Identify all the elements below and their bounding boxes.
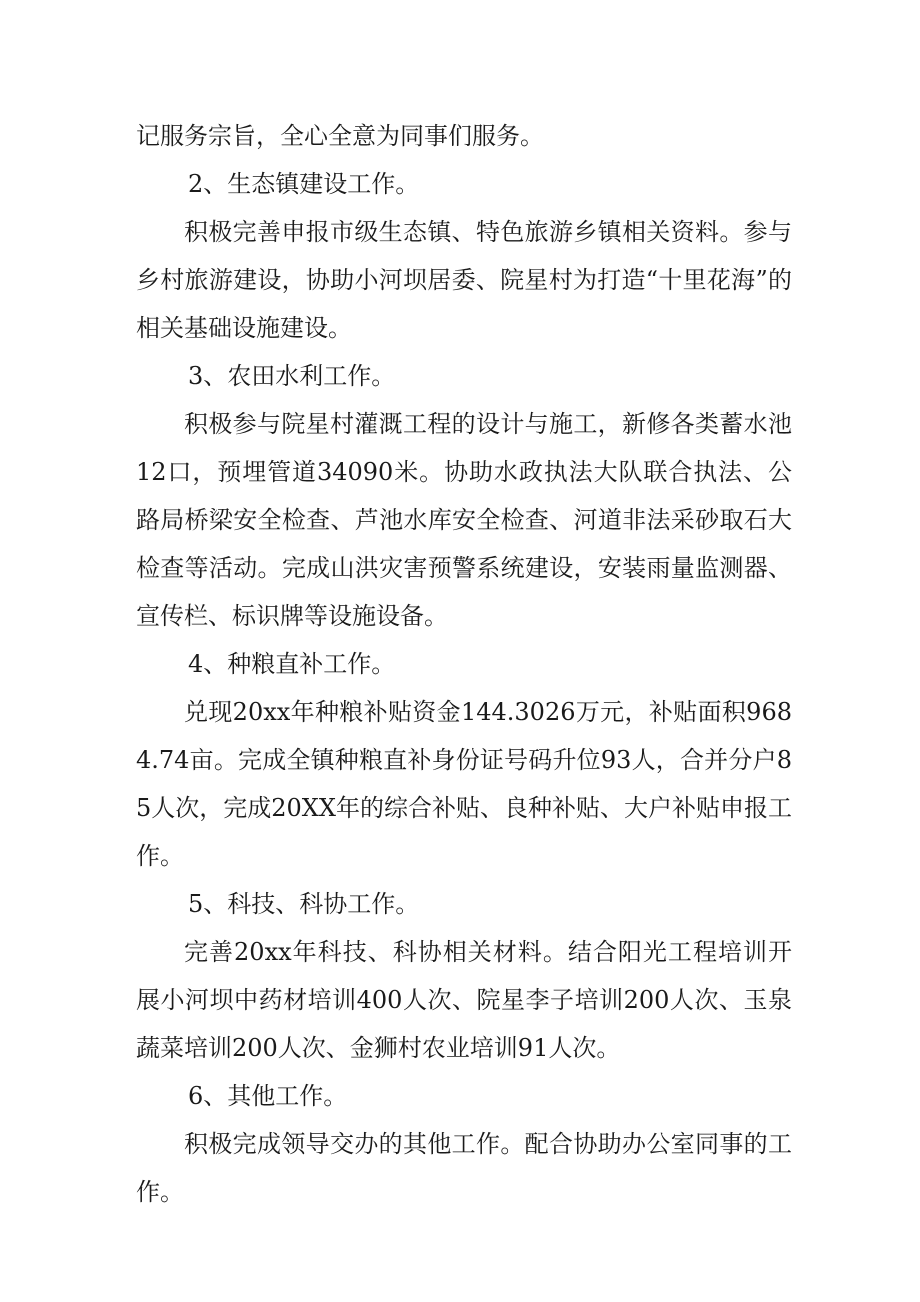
paragraph-subsidy: 兑现20xx年种粮补贴资金144.3026万元，补贴面积9684.74亩。完成全镇种粮直补身份证号码升位93人，合并分户85人次，完成20XX年的综合补贴、良种补贴、大户补贴申报工作。	[136, 698, 792, 870]
section-heading-other: 6、其他工作。	[188, 1082, 348, 1110]
section-heading-ecotown: 2、生态镇建设工作。	[188, 170, 420, 198]
paragraph-ecotown: 积极完善申报市级生态镇、特色旅游乡镇相关资料。参与乡村旅游建设，协助小河坝居委、院星村为打造“十里花海”的相关基础设施建设。	[136, 218, 792, 342]
section-heading-water: 3、农田水利工作。	[188, 362, 396, 390]
section-heading-science: 5、科技、科协工作。	[188, 890, 420, 918]
section-heading-subsidy: 4、种粮直补工作。	[188, 650, 396, 678]
document-page	[136, 112, 792, 1216]
paragraph-water: 积极参与院星村灌溉工程的设计与施工，新修各类蓄水池12口，预埋管道34090米。协助水政执法大队联合执法、公路局桥梁安全检查、芦池水库安全检查、河道非法采砂取石大检查等活动。完成山洪灾害预警系统建设，安装雨量监测器、宣传栏、标识牌等设施设备。	[136, 410, 792, 630]
paragraph-continuation: 记服务宗旨，全心全意为同事们服务。	[136, 122, 544, 150]
paragraph-science: 完善20xx年科技、科协相关材料。结合阳光工程培训开展小河坝中药材培训400人次、院星李子培训200人次、玉泉蔬菜培训200人次、金狮村农业培训91人次。	[136, 938, 792, 1062]
paragraph-other: 积极完成领导交办的其他工作。配合协助办公室同事的工作。	[136, 1130, 792, 1206]
